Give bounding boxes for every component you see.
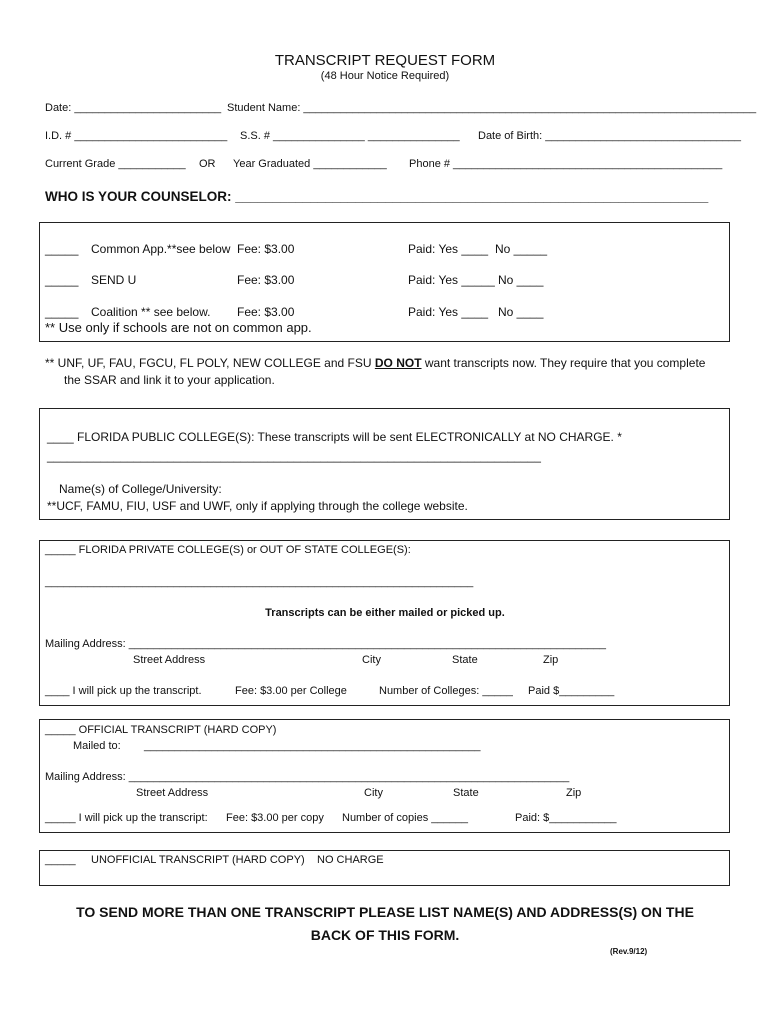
- or-label: OR: [199, 158, 216, 170]
- state-label: State: [452, 654, 478, 666]
- app-fee: Fee: $3.00: [237, 305, 295, 319]
- year-graduated-field[interactable]: Year Graduated ____________: [233, 158, 387, 170]
- app-fee: Fee: $3.00: [237, 273, 295, 287]
- ssar-suffix: want transcripts now. They require that you complete: [421, 356, 706, 370]
- official-paid[interactable]: Paid: $___________: [515, 812, 617, 824]
- dob-field[interactable]: Date of Birth: ________________________________: [478, 130, 742, 142]
- ssar-prefix: ** UNF, UF, FAU, FGCU, FL POLY, NEW COLLEGE and FSU: [45, 356, 375, 370]
- form-title: TRANSCRIPT REQUEST FORM: [274, 52, 496, 69]
- revision-label: (Rev.9/12): [610, 947, 648, 956]
- mail-or-pickup-note: Transcripts can be either mailed or picked up.: [265, 607, 505, 619]
- app-no[interactable]: No ____: [498, 273, 544, 287]
- footer-instruction-line2: BACK OF THIS FORM.: [310, 927, 460, 943]
- unofficial-label: UNOFFICIAL TRANSCRIPT (HARD COPY): [91, 854, 305, 866]
- mailed-to-field[interactable]: _______________________________________________________: [144, 740, 481, 752]
- official-mailing-address[interactable]: Mailing Address: ________________________________________________________________________: [45, 771, 570, 783]
- app-paid[interactable]: Paid: Yes ____: [408, 242, 489, 256]
- date-field[interactable]: Date: ________________________: [45, 102, 222, 114]
- common-app-note: ** Use only if schools are not on common app.: [45, 320, 312, 335]
- unofficial-blank[interactable]: _____: [45, 854, 76, 866]
- street-address-label: Street Address: [136, 787, 209, 799]
- mailed-to-label: Mailed to:: [73, 740, 121, 752]
- footer-instruction: TO SEND MORE THAN ONE TRANSCRIPT PLEASE LIST NAME(S) AND ADDRESS(S) ON THE: [76, 904, 694, 920]
- street-address-label: Street Address: [133, 654, 206, 666]
- public-college-note: **UCF, FAMU, FIU, USF and UWF, only if applying through the college website.: [47, 499, 468, 513]
- city-label: City: [364, 787, 383, 799]
- no-charge-label: NO CHARGE: [317, 854, 384, 866]
- college-names-label: Name(s) of College/University:: [59, 482, 222, 496]
- private-mailing-address[interactable]: Mailing Address: ______________________________________________________________________________: [45, 638, 606, 650]
- public-college-line[interactable]: ____ FLORIDA PUBLIC COLLEGE(S): These transcripts will be sent ELECTRONICALLY at NO CHARGE. *: [47, 430, 622, 444]
- state-label: State: [453, 787, 479, 799]
- app-fee: Fee: $3.00: [237, 242, 295, 256]
- form-subtitle: (48 Hour Notice Required): [320, 70, 450, 82]
- private-college-box: [39, 540, 730, 706]
- ss-field[interactable]: S.S. # _______________ _______________: [240, 130, 460, 142]
- ssar-note-line2: the SSAR and link it to your application.: [64, 373, 275, 387]
- app-name: SEND U: [91, 273, 137, 287]
- private-paid[interactable]: Paid $_________: [528, 685, 615, 697]
- ssar-note: [45, 356, 705, 370]
- app-paid[interactable]: Paid: Yes _____: [408, 273, 495, 287]
- counselor-field[interactable]: WHO IS YOUR COUNSELOR: _______________________________________________________________: [45, 189, 709, 204]
- private-college-line[interactable]: _____ FLORIDA PRIVATE COLLEGE(S) or OUT OF STATE COLLEGE(S):: [45, 544, 411, 556]
- app-paid[interactable]: Paid: Yes ____: [408, 305, 489, 319]
- public-college-blank-line[interactable]: __________________________________________________________________________: [47, 449, 541, 463]
- id-field[interactable]: I.D. # _________________________: [45, 130, 228, 142]
- app-name: Coalition ** see below.: [91, 305, 211, 319]
- app-name: Common App.**see below: [91, 242, 231, 256]
- number-of-copies[interactable]: Number of copies ______: [342, 812, 468, 824]
- phone-field[interactable]: Phone # ____________________________________________: [409, 158, 723, 170]
- private-pickup[interactable]: ____ I will pick up the transcript.: [45, 685, 202, 697]
- app-blank[interactable]: _____: [45, 242, 79, 256]
- student-name-field[interactable]: Student Name: __________________________________________________________________________: [227, 102, 757, 114]
- app-no[interactable]: No _____: [495, 242, 548, 256]
- zip-label: Zip: [543, 654, 559, 666]
- app-blank[interactable]: _____: [45, 273, 79, 287]
- app-blank[interactable]: _____: [45, 305, 79, 319]
- private-college-blank-line[interactable]: ______________________________________________________________________: [45, 576, 474, 588]
- official-transcript-line[interactable]: _____ OFFICIAL TRANSCRIPT (HARD COPY): [45, 724, 277, 736]
- zip-label: Zip: [566, 787, 582, 799]
- ssar-emph: DO NOT: [374, 356, 422, 370]
- current-grade-field[interactable]: Current Grade ___________: [45, 158, 186, 170]
- official-pickup[interactable]: _____ I will pick up the transcript:: [45, 812, 208, 824]
- city-label: City: [362, 654, 381, 666]
- official-fee: Fee: $3.00 per copy: [226, 812, 324, 824]
- number-of-colleges[interactable]: Number of Colleges: _____: [379, 685, 513, 697]
- app-no[interactable]: No ____: [498, 305, 544, 319]
- private-fee: Fee: $3.00 per College: [235, 685, 347, 697]
